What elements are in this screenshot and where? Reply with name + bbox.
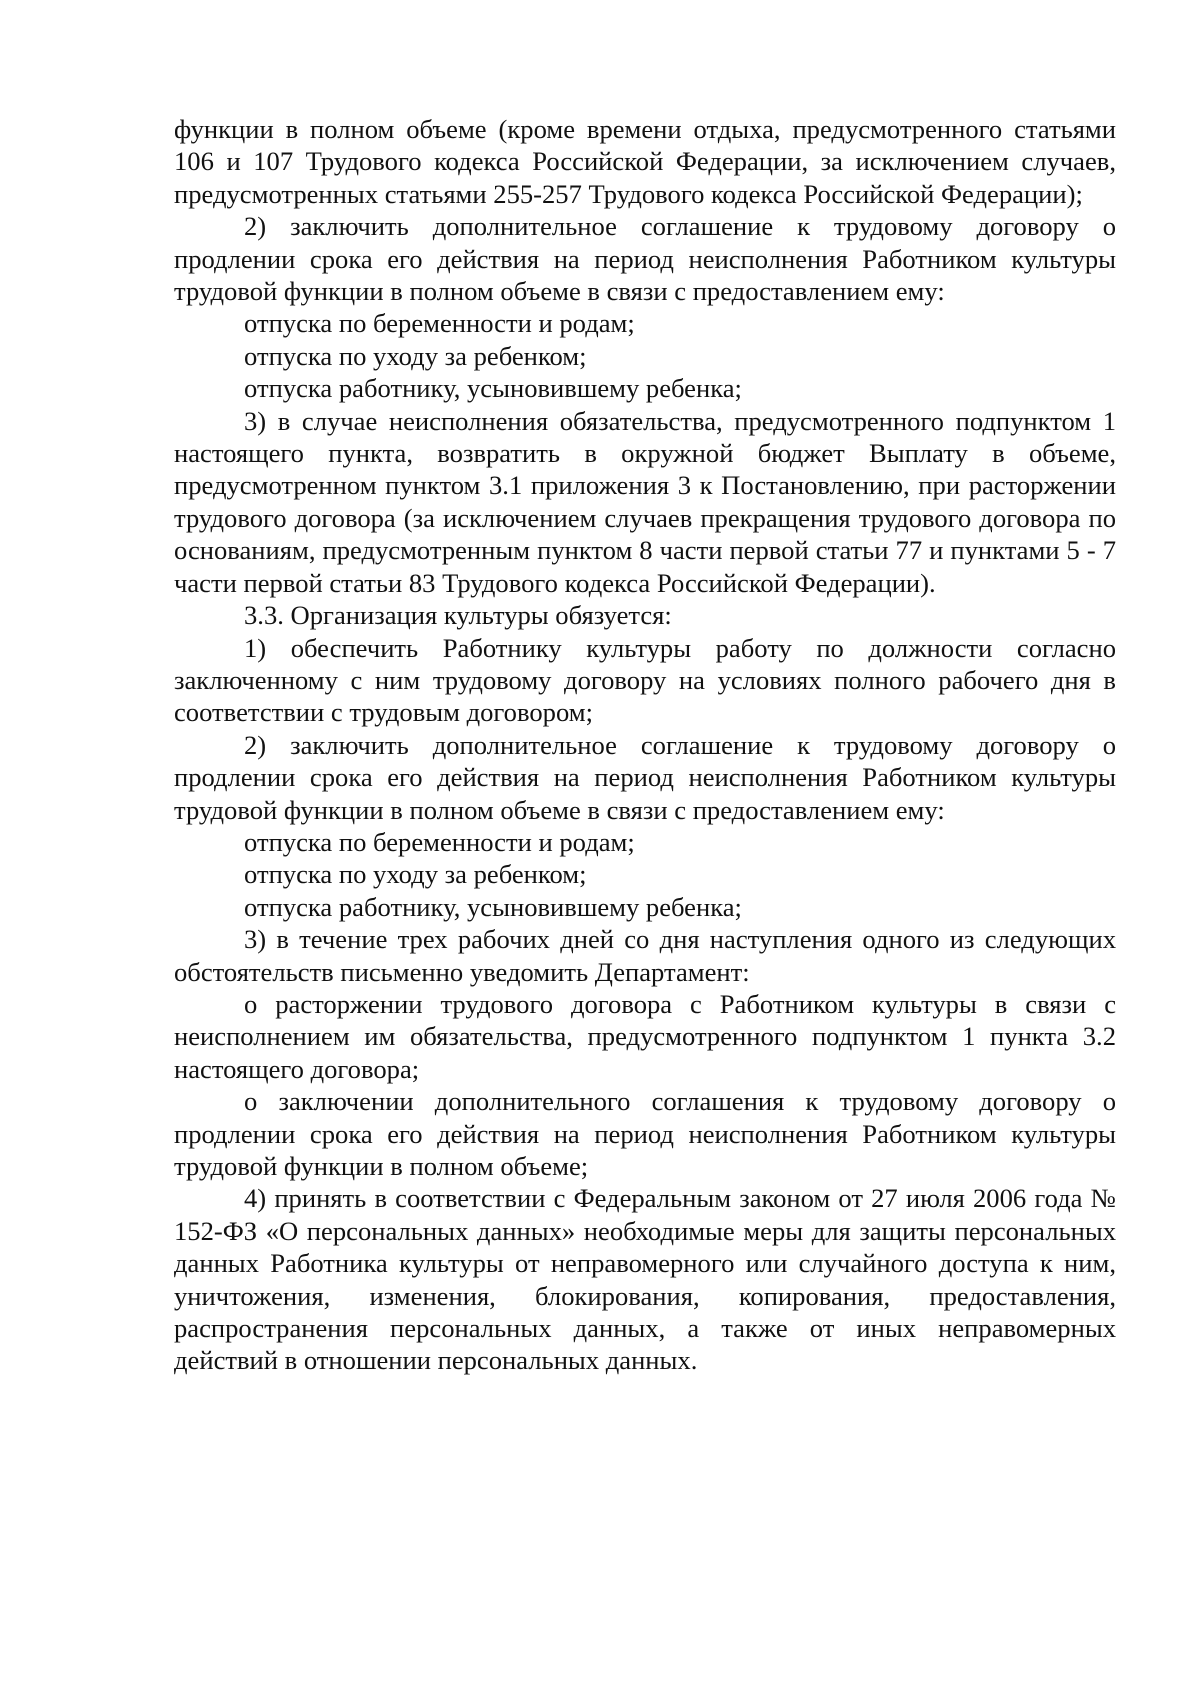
list-item-adoption-leave: отпуска работнику, усыновившему ребенка; (244, 373, 742, 404)
paragraph-termination-notice: о расторжении трудового договора с Работником культуры в связи с неисполнением им обязательства, предусмотренного подпунктом 1 пункта 3.2 настоящего договора; (174, 988, 1116, 1084)
list-item-adoption-leave-second: отпуска работнику, усыновившему ребенка; (244, 891, 742, 922)
paragraph-item-1: 1) обеспечить Работнику культуры работу по должности согласно заключенному с ним трудовому договору на условиях полного рабочего дня в соответствии с трудовым договором; (174, 632, 1116, 728)
list-item-maternity-leave-second: отпуска по беременности и родам; (244, 826, 635, 857)
document-body (174, 113, 1116, 1377)
paragraph-item-3-second: 3) в течение трех рабочих дней со дня наступления одного из следующих обстоятельств письменно уведомить Департамент: (174, 924, 1116, 987)
paragraph-item-2-second: 2) заключить дополнительное соглашение к трудовому договору о продлении срока его действия на период неисполнения Работником культуры трудовой функции в полном объеме в связи с предоставлением ему: (174, 729, 1116, 825)
paragraph-item-4: 4) принять в соответствии с Федеральным законом от 27 июля 2006 года № 152-ФЗ «О персональных данных» необходимые меры для защиты персональных данных Работника культуры от неправомерного или случайного доступа к ним, уничтожения, изменения, блокирования, копирования, предоставления, распространения персональных данных, а также от иных неправомерных действий в отношении персональных данных. (174, 1183, 1116, 1376)
paragraph-item-3: 3) в случае неисполнения обязательства, предусмотренного подпунктом 1 настоящего пункта, возвратить в окружной бюджет Выплату в объеме, предусмотренном пунктом 3.1 приложения 3 к Постановлению, при расторжении трудового договора (за исключением случаев прекращения трудового договора по основаниям, предусмотренным пунктом 8 части первой статьи 77 и пунктами 5 - 7 части первой статьи 83 Трудового кодекса Российской Федерации). (174, 405, 1116, 598)
list-item-childcare-leave-second: отпуска по уходу за ребенком; (244, 859, 587, 890)
list-item-childcare-leave: отпуска по уходу за ребенком; (244, 340, 587, 371)
paragraph-agreement-notice: о заключении дополнительного соглашения к трудовому договору о продлении срока его действия на период неисполнения Работником культуры трудовой функции в полном объеме; (174, 1086, 1116, 1181)
paragraph-item-2: 2) заключить дополнительное соглашение к трудовому договору о продлении срока его действия на период неисполнения Работником культуры трудовой функции в полном объеме в связи с предоставлением ему: (174, 211, 1116, 307)
section-heading-3-3: 3.3. Организация культуры обязуется: (244, 600, 672, 631)
list-item-maternity-leave: отпуска по беременности и родам; (244, 308, 635, 339)
paragraph-continuation: функции в полном объеме (кроме времени отдыха, предусмотренного статьями 106 и 107 Трудового кодекса Российской Федерации, за исключением случаев, предусмотренных статьями 255-257 Трудового кодекса Российской Федерации); (174, 114, 1116, 209)
